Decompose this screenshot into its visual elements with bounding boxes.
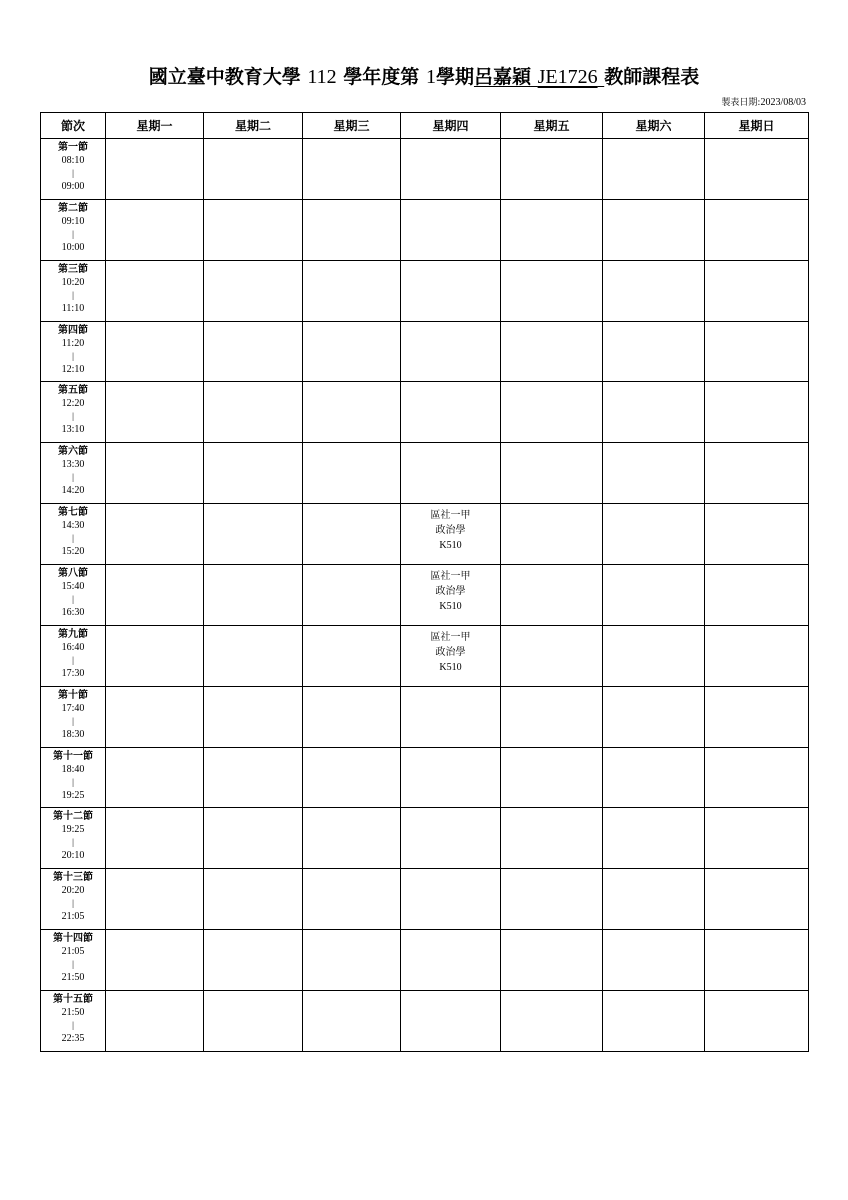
period-name: 第三節 xyxy=(58,263,88,275)
schedule-cell xyxy=(303,139,401,200)
schedule-cell xyxy=(204,869,303,930)
schedule-cell xyxy=(106,808,204,869)
title-school: 國立臺中教育大學 xyxy=(148,66,301,88)
schedule-cell xyxy=(603,504,705,565)
period-separator: | xyxy=(72,654,74,665)
schedule-cell xyxy=(603,625,705,686)
class-name: 區社一甲 xyxy=(430,571,471,583)
period-name: 第十一節 xyxy=(53,750,93,762)
table-row xyxy=(41,260,809,321)
schedule-cell xyxy=(603,382,705,443)
schedule-cell xyxy=(401,991,501,1052)
header-day-2: 星期二 xyxy=(204,113,303,139)
period-separator: | xyxy=(72,289,74,300)
period-start: 18:40 xyxy=(61,763,85,775)
table-row xyxy=(41,565,809,626)
course-name: 政治學 xyxy=(435,586,466,598)
schedule-cell xyxy=(204,382,303,443)
schedule-cell xyxy=(705,382,809,443)
table-row xyxy=(41,625,809,686)
schedule-cell xyxy=(401,382,501,443)
schedule-cell xyxy=(401,625,501,686)
title-semester: 1 xyxy=(425,66,436,88)
period-end: 16:30 xyxy=(61,607,85,619)
header-row xyxy=(41,113,809,139)
table-row xyxy=(41,382,809,443)
period-name: 第十三節 xyxy=(53,872,93,884)
schedule-cell xyxy=(603,443,705,504)
table-row xyxy=(41,808,809,869)
header-day-4: 星期四 xyxy=(401,113,501,139)
schedule-cell xyxy=(204,686,303,747)
schedule-cell xyxy=(106,869,204,930)
period-separator: | xyxy=(72,1020,74,1031)
table-row xyxy=(41,321,809,382)
period-cell xyxy=(41,869,106,930)
period-separator: | xyxy=(72,411,74,422)
room-number: K510 xyxy=(439,661,462,673)
period-end: 19:25 xyxy=(61,789,85,801)
period-end: 21:05 xyxy=(61,911,85,923)
period-name: 第十四節 xyxy=(53,933,93,945)
period-separator: | xyxy=(72,776,74,787)
class-name: 區社一甲 xyxy=(430,510,471,522)
schedule-cell xyxy=(603,686,705,747)
schedule-cell xyxy=(401,869,501,930)
period-cell xyxy=(41,260,106,321)
schedule-cell xyxy=(705,504,809,565)
period-start: 16:40 xyxy=(61,641,85,653)
schedule-cell xyxy=(106,625,204,686)
schedule-cell xyxy=(106,991,204,1052)
period-end: 09:00 xyxy=(61,181,85,192)
schedule-cell xyxy=(603,930,705,991)
schedule-cell xyxy=(204,139,303,200)
period-start: 21:05 xyxy=(61,946,85,958)
schedule-cell xyxy=(303,260,401,321)
course-name: 政治學 xyxy=(435,525,466,537)
schedule-cell xyxy=(603,260,705,321)
schedule-cell xyxy=(603,139,705,200)
schedule-cell xyxy=(303,686,401,747)
period-start: 09:10 xyxy=(61,215,85,227)
header-day-7: 星期日 xyxy=(705,113,809,139)
period-cell xyxy=(41,747,106,808)
period-name: 第一節 xyxy=(58,142,88,153)
schedule-cell xyxy=(204,747,303,808)
period-separator: | xyxy=(72,959,74,970)
schedule-cell xyxy=(401,443,501,504)
schedule-cell xyxy=(603,991,705,1052)
table-row xyxy=(41,869,809,930)
schedule-cell xyxy=(501,504,603,565)
period-name: 第四節 xyxy=(58,324,88,336)
schedule-cell xyxy=(106,199,204,260)
header-day-5: 星期五 xyxy=(501,113,603,139)
schedule-cell xyxy=(401,321,501,382)
schedule-cell xyxy=(705,199,809,260)
schedule-cell xyxy=(204,991,303,1052)
period-start: 21:50 xyxy=(61,1007,85,1019)
period-cell xyxy=(41,930,106,991)
period-cell xyxy=(41,443,106,504)
schedule-cell xyxy=(501,139,603,200)
period-separator: | xyxy=(72,350,74,361)
schedule-cell xyxy=(106,382,204,443)
room-number: K510 xyxy=(439,540,462,552)
table-row xyxy=(41,443,809,504)
print-date-value: 2023/08/03 xyxy=(760,97,806,108)
schedule-cell xyxy=(705,260,809,321)
schedule-cell xyxy=(303,382,401,443)
header-day-3: 星期三 xyxy=(303,113,401,139)
header-day-1: 星期一 xyxy=(106,113,204,139)
period-cell xyxy=(41,199,106,260)
period-end: 11:10 xyxy=(61,302,85,314)
schedule-cell xyxy=(501,991,603,1052)
period-cell xyxy=(41,321,106,382)
room-number: K510 xyxy=(439,601,462,613)
period-separator: | xyxy=(72,715,74,726)
schedule-cell xyxy=(705,930,809,991)
schedule-cell xyxy=(303,504,401,565)
period-end: 12:10 xyxy=(61,363,85,375)
period-name: 第二節 xyxy=(58,202,88,214)
table-row xyxy=(41,504,809,565)
schedule-cell xyxy=(401,139,501,200)
period-cell xyxy=(41,504,106,565)
course-name: 政治學 xyxy=(435,646,466,658)
schedule-cell xyxy=(705,991,809,1052)
period-end: 13:10 xyxy=(61,424,85,436)
schedule-cell xyxy=(303,625,401,686)
period-start: 14:30 xyxy=(61,520,85,532)
schedule-cell xyxy=(705,443,809,504)
class-name: 區社一甲 xyxy=(430,631,471,643)
timetable xyxy=(40,112,809,1052)
title-teacher-code: JE1726 xyxy=(537,66,598,88)
period-separator: | xyxy=(72,594,74,605)
schedule-cell xyxy=(106,443,204,504)
period-name: 第九節 xyxy=(58,628,88,640)
period-end: 22:35 xyxy=(61,1033,85,1045)
period-cell xyxy=(41,686,106,747)
schedule-cell xyxy=(303,991,401,1052)
table-row xyxy=(41,686,809,747)
schedule-cell xyxy=(401,504,501,565)
schedule-cell xyxy=(204,504,303,565)
period-separator: | xyxy=(72,472,74,483)
schedule-cell xyxy=(501,808,603,869)
schedule-cell xyxy=(303,808,401,869)
schedule-cell xyxy=(401,686,501,747)
period-start: 19:25 xyxy=(61,824,85,836)
schedule-cell xyxy=(204,321,303,382)
period-start: 15:40 xyxy=(61,581,85,593)
schedule-cell xyxy=(501,382,603,443)
schedule-cell xyxy=(204,625,303,686)
schedule-cell xyxy=(501,869,603,930)
schedule-cell xyxy=(603,565,705,626)
period-end: 18:30 xyxy=(61,728,85,740)
schedule-cell xyxy=(106,565,204,626)
period-name: 第六節 xyxy=(58,446,88,458)
schedule-cell xyxy=(106,321,204,382)
schedule-cell xyxy=(501,565,603,626)
period-end: 15:20 xyxy=(61,546,85,558)
schedule-cell xyxy=(603,321,705,382)
title-teacher-name: 呂嘉穎 xyxy=(473,66,531,88)
schedule-cell xyxy=(401,260,501,321)
schedule-cell xyxy=(106,504,204,565)
page-title xyxy=(0,62,848,89)
schedule-cell xyxy=(705,686,809,747)
schedule-cell xyxy=(204,199,303,260)
schedule-cell xyxy=(106,260,204,321)
schedule-cell xyxy=(705,565,809,626)
period-start: 17:40 xyxy=(61,702,85,714)
title-suffix: 教師課程表 xyxy=(604,66,700,88)
period-end: 10:00 xyxy=(61,241,85,253)
schedule-cell xyxy=(705,321,809,382)
period-cell xyxy=(41,808,106,869)
schedule-cell xyxy=(303,869,401,930)
schedule-cell xyxy=(401,199,501,260)
period-start: 08:10 xyxy=(61,155,85,166)
schedule-cell xyxy=(204,260,303,321)
period-cell xyxy=(41,382,106,443)
schedule-cell xyxy=(401,565,501,626)
schedule-cell xyxy=(501,321,603,382)
print-date-label: 製表日期: xyxy=(721,98,761,108)
schedule-cell xyxy=(705,139,809,200)
period-end: 20:10 xyxy=(61,850,85,862)
schedule-cell xyxy=(501,686,603,747)
period-separator: | xyxy=(72,228,74,239)
schedule-cell xyxy=(705,808,809,869)
schedule-cell xyxy=(705,625,809,686)
schedule-cell xyxy=(303,747,401,808)
table-row xyxy=(41,139,809,200)
period-cell xyxy=(41,565,106,626)
period-name: 第十五節 xyxy=(53,994,93,1006)
schedule-cell xyxy=(204,808,303,869)
schedule-cell xyxy=(401,808,501,869)
period-separator: | xyxy=(72,898,74,909)
schedule-cell xyxy=(603,199,705,260)
period-cell xyxy=(41,139,106,200)
period-name: 第五節 xyxy=(58,385,88,397)
schedule-cell xyxy=(603,869,705,930)
schedule-cell xyxy=(603,808,705,869)
schedule-cell xyxy=(303,565,401,626)
period-name: 第十節 xyxy=(58,689,88,701)
period-end: 17:30 xyxy=(61,667,85,679)
schedule-cell xyxy=(501,443,603,504)
title-semester-suffix: 學期 xyxy=(435,66,474,88)
header-day-6: 星期六 xyxy=(603,113,705,139)
title-year-suffix: 學年度第 xyxy=(343,66,420,88)
schedule-cell xyxy=(303,199,401,260)
schedule-cell xyxy=(501,930,603,991)
schedule-cell xyxy=(204,930,303,991)
period-cell xyxy=(41,625,106,686)
period-separator: | xyxy=(72,837,74,848)
table-row xyxy=(41,930,809,991)
header-period: 節次 xyxy=(41,113,106,139)
period-separator: | xyxy=(72,168,74,178)
schedule-cell xyxy=(303,443,401,504)
table-row xyxy=(41,747,809,808)
period-start: 20:20 xyxy=(61,885,85,897)
period-end: 21:50 xyxy=(61,972,85,984)
schedule-cell xyxy=(303,321,401,382)
schedule-cell xyxy=(106,930,204,991)
print-date xyxy=(721,95,806,108)
period-separator: | xyxy=(72,533,74,544)
period-start: 13:30 xyxy=(61,459,85,471)
schedule-cell xyxy=(705,869,809,930)
schedule-cell xyxy=(401,747,501,808)
schedule-cell xyxy=(106,747,204,808)
period-start: 12:20 xyxy=(61,398,85,410)
period-end: 14:20 xyxy=(61,485,85,497)
table-row xyxy=(41,199,809,260)
period-start: 10:20 xyxy=(61,276,85,288)
table-row xyxy=(41,991,809,1052)
period-name: 第十二節 xyxy=(53,811,93,823)
period-start: 11:20 xyxy=(61,337,85,349)
period-cell xyxy=(41,991,106,1052)
schedule-cell xyxy=(106,139,204,200)
period-name: 第八節 xyxy=(58,568,88,580)
schedule-cell xyxy=(501,260,603,321)
schedule-cell xyxy=(501,199,603,260)
title-year: 112 xyxy=(307,66,337,88)
schedule-cell xyxy=(501,625,603,686)
period-name: 第七節 xyxy=(58,507,88,519)
schedule-cell xyxy=(106,686,204,747)
schedule-cell xyxy=(204,565,303,626)
schedule-cell xyxy=(501,747,603,808)
schedule-cell xyxy=(401,930,501,991)
schedule-cell xyxy=(204,443,303,504)
schedule-cell xyxy=(705,747,809,808)
schedule-cell xyxy=(303,930,401,991)
schedule-cell xyxy=(603,747,705,808)
